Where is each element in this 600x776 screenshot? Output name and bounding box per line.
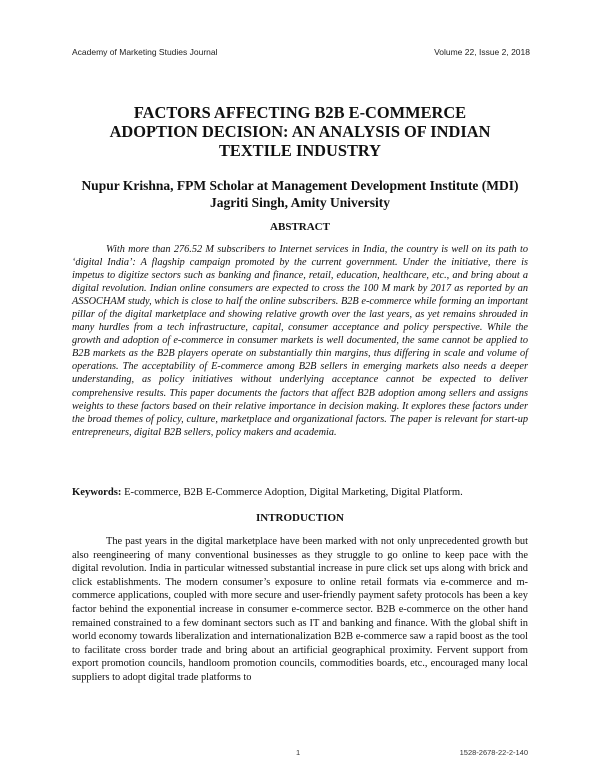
journal-name: Academy of Marketing Studies Journal — [72, 47, 218, 57]
abstract-heading: ABSTRACT — [270, 221, 330, 233]
abstract-text: With more than 276.52 M subscribers to Internet services in India, the country is well on its path to ‘digital India’: A flagship campaign promoted by the current government. Under the initiative, there is impetus to digitize sectors such as banking and finance, retail, education, healthcare, etc., and bring about a digital revolution. Indian online consumers are expected to cross the 100 M mark by 2017 as reported by an ASSOCHAM study, which is close to half the online subscribers. B2B e-commerce while forming an important pillar of the digital marketplace and showing relative growth over the last years, as yet remains shrouded in many hurdles from a tech infrastructure, capital, consumer acceptance and policy perspective. While the growth and adoption of e-commerce in consumer markets is well documented, the same cannot be applied to B2B markets as the B2B players operate on substantially thin margins, thus differing in scale and volume of operations. The acceptability of E-commerce among B2B sellers in emerging markets also needs a deeper understanding, as policy initiatives without underlying acceptance cannot be expected to deliver comprehensive results. This paper documents the factors that affect B2B adoption among sellers and assigns weights to these factors based on their relative importance in decision making. It explores these factors under the broad themes of policy, culture, marketplace and organizational factors. The paper is relevant for start-up entrepreneurs, digital B2B sellers, policy makers and academia. — [72, 244, 528, 438]
author-2: Jagriti Singh, Amity University — [209, 195, 390, 210]
keywords-label: Keywords: — [72, 487, 122, 498]
title-line-2: ADOPTION DECISION: AN ANALYSIS OF INDIAN — [109, 122, 491, 141]
authors-block — [60, 177, 540, 211]
keywords-line — [72, 486, 528, 499]
volume-issue: Volume 22, Issue 2, 2018 — [434, 47, 530, 57]
paper-title — [60, 103, 540, 160]
keywords-text: E-commerce, B2B E-Commerce Adoption, Digital Marketing, Digital Platform. — [121, 487, 463, 498]
article-id: 1528-2678-22-2-140 — [459, 748, 528, 757]
page-number: 1 — [296, 748, 301, 757]
title-line-1: FACTORS AFFECTING B2B E-COMMERCE — [133, 103, 467, 122]
title-line-3: TEXTILE INDUSTRY — [218, 141, 381, 160]
introduction-text: The past years in the digital marketplace have been marked with not only unprecedented growth but also reengineering of many conventional businesses as they struggle to go online to keep pace with the digital revolution. India in particular witnessed substantial increase in pure click set ups along with brick and click establishments. The modern consumer’s exposure to online retail formats via e-commerce and m-commerce applications, coupled with more secure and user-friendly payment safety protocols has been a key factor behind the exponential increase in consumer e-commerce sector. B2B e-commerce on the other hand remained constrained to a few dominant sectors such as IT and banking and finance. With the global shift in world economy towards liberalization and internationalization B2B e-commerce saw a rapid boost as the tool to facilitate cross border trade and bring about an artificial geographical proximity. Fervent support from export promotion councils, handloom promotion councils, commodities boards, etc., encouraged many local suppliers to adopt digital trade platforms to — [72, 536, 528, 683]
author-1: Nupur Krishna, FPM Scholar at Management Development Institute (MDI) — [81, 178, 519, 193]
introduction-heading: INTRODUCTION — [255, 512, 344, 524]
